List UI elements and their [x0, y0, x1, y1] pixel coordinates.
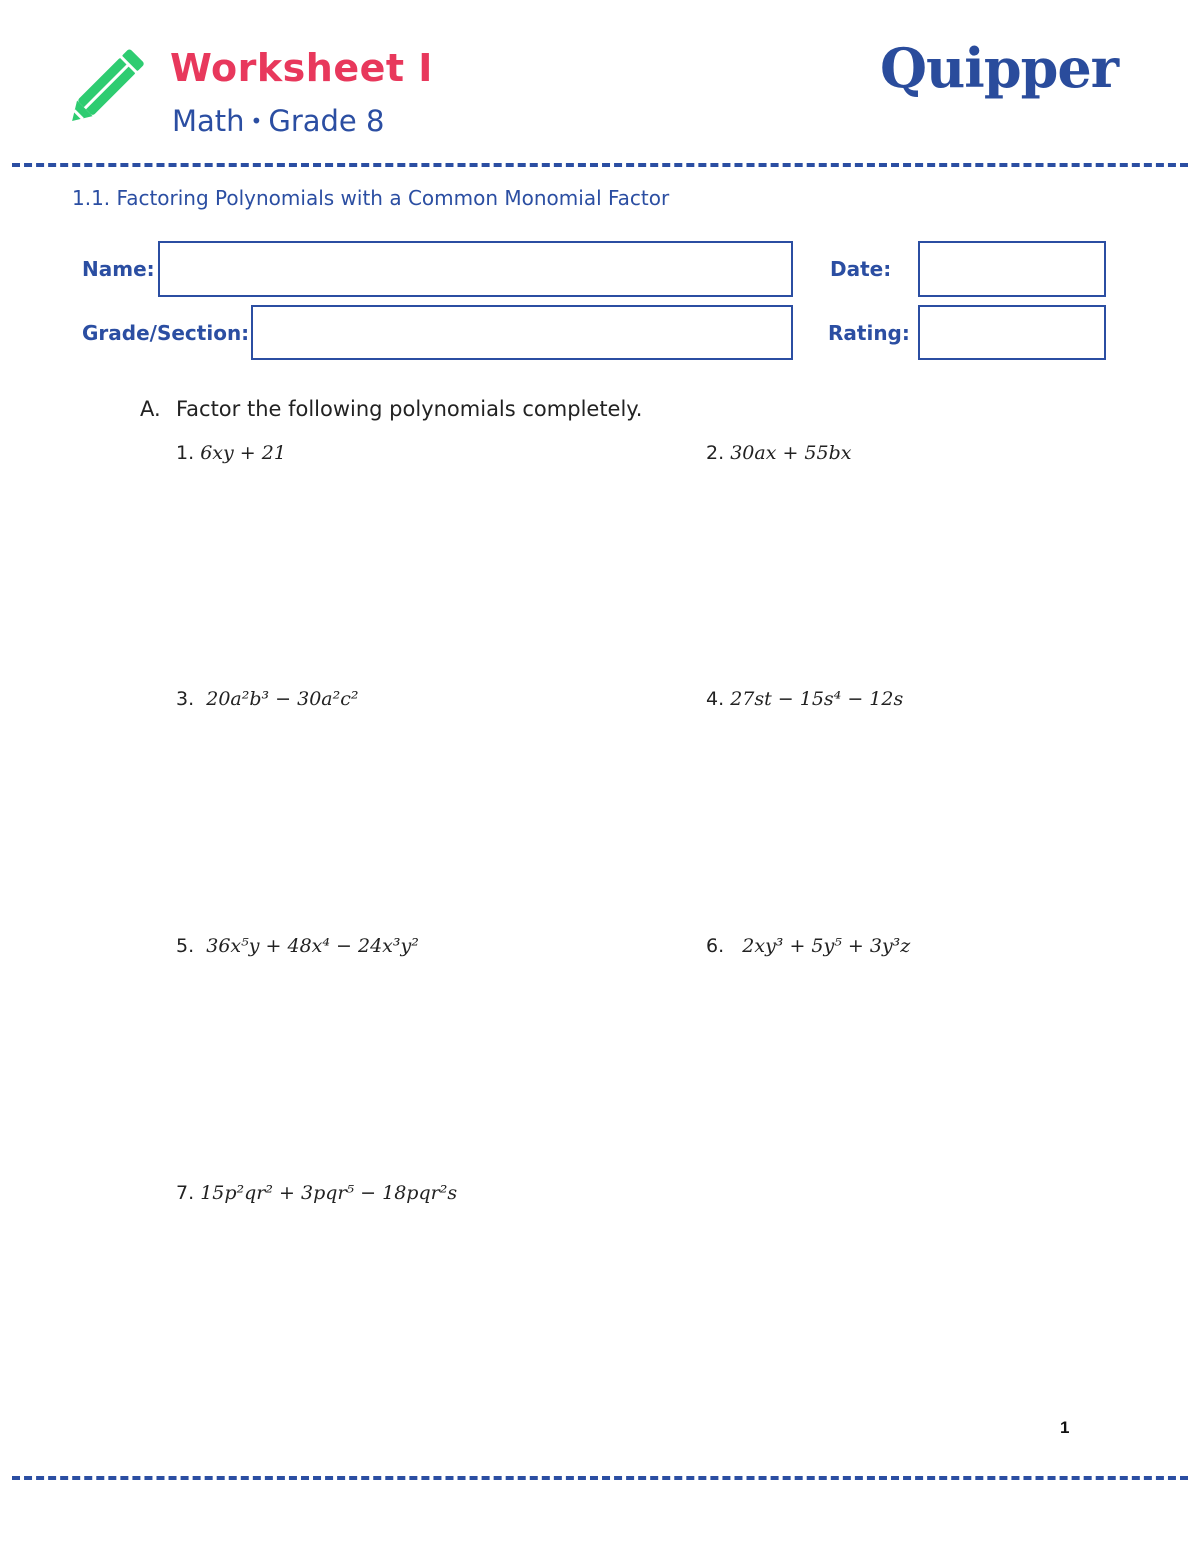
problem-expression: 36x⁵y + 48x⁴ − 24x³y² — [206, 935, 419, 957]
problem-expression: 15p²qr² + 3pqr⁵ − 18pqr²s — [200, 1182, 458, 1204]
grade-section-field[interactable] — [251, 305, 793, 360]
brand-logo: Quipper — [880, 36, 1119, 100]
problem-4 — [706, 688, 903, 710]
instruction-text: Factor the following polynomials completely. — [176, 397, 643, 421]
problem-number: 4. — [706, 688, 725, 710]
rating-label: Rating: — [828, 321, 910, 345]
problem-expression: 6xy + 21 — [200, 442, 286, 464]
problem-number: 5. — [176, 935, 195, 957]
problem-number: 6. — [706, 935, 725, 957]
bottom-divider — [12, 1476, 1188, 1480]
problem-5 — [176, 935, 419, 957]
problem-number: 7. — [176, 1182, 195, 1204]
problem-2 — [706, 442, 851, 464]
top-divider — [12, 163, 1188, 167]
problem-6 — [706, 935, 910, 957]
problem-number: 2. — [706, 442, 725, 464]
problem-3 — [176, 688, 359, 710]
problem-expression: 20a²b³ − 30a²c² — [206, 688, 359, 710]
name-label: Name: — [82, 257, 155, 281]
subject: Math — [172, 104, 245, 138]
problem-expression: 27st − 15s⁴ − 12s — [730, 688, 904, 710]
worksheet-title: Worksheet I — [170, 46, 433, 90]
problem-expression: 30ax + 55bx — [730, 442, 852, 464]
subject-grade — [172, 104, 384, 138]
instruction-letter: A. — [140, 397, 161, 421]
separator-dot: • — [250, 109, 263, 133]
problem-7 — [176, 1182, 457, 1204]
page-number: 1 — [1060, 1418, 1070, 1437]
problem-number: 3. — [176, 688, 195, 710]
pencil-icon — [68, 40, 154, 130]
grade-section-label: Grade/Section: — [82, 321, 250, 345]
instructions — [140, 397, 642, 421]
problem-number: 1. — [176, 442, 195, 464]
rating-field[interactable] — [918, 305, 1106, 360]
name-field[interactable] — [158, 241, 793, 297]
section-heading: 1.1. Factoring Polynomials with a Common Monomial Factor — [72, 186, 670, 210]
date-label: Date: — [830, 257, 892, 281]
date-field[interactable] — [918, 241, 1106, 297]
grade-level: Grade 8 — [268, 104, 385, 138]
problem-1 — [176, 442, 286, 464]
problem-expression: 2xy³ + 5y⁵ + 3y³z — [742, 935, 911, 957]
